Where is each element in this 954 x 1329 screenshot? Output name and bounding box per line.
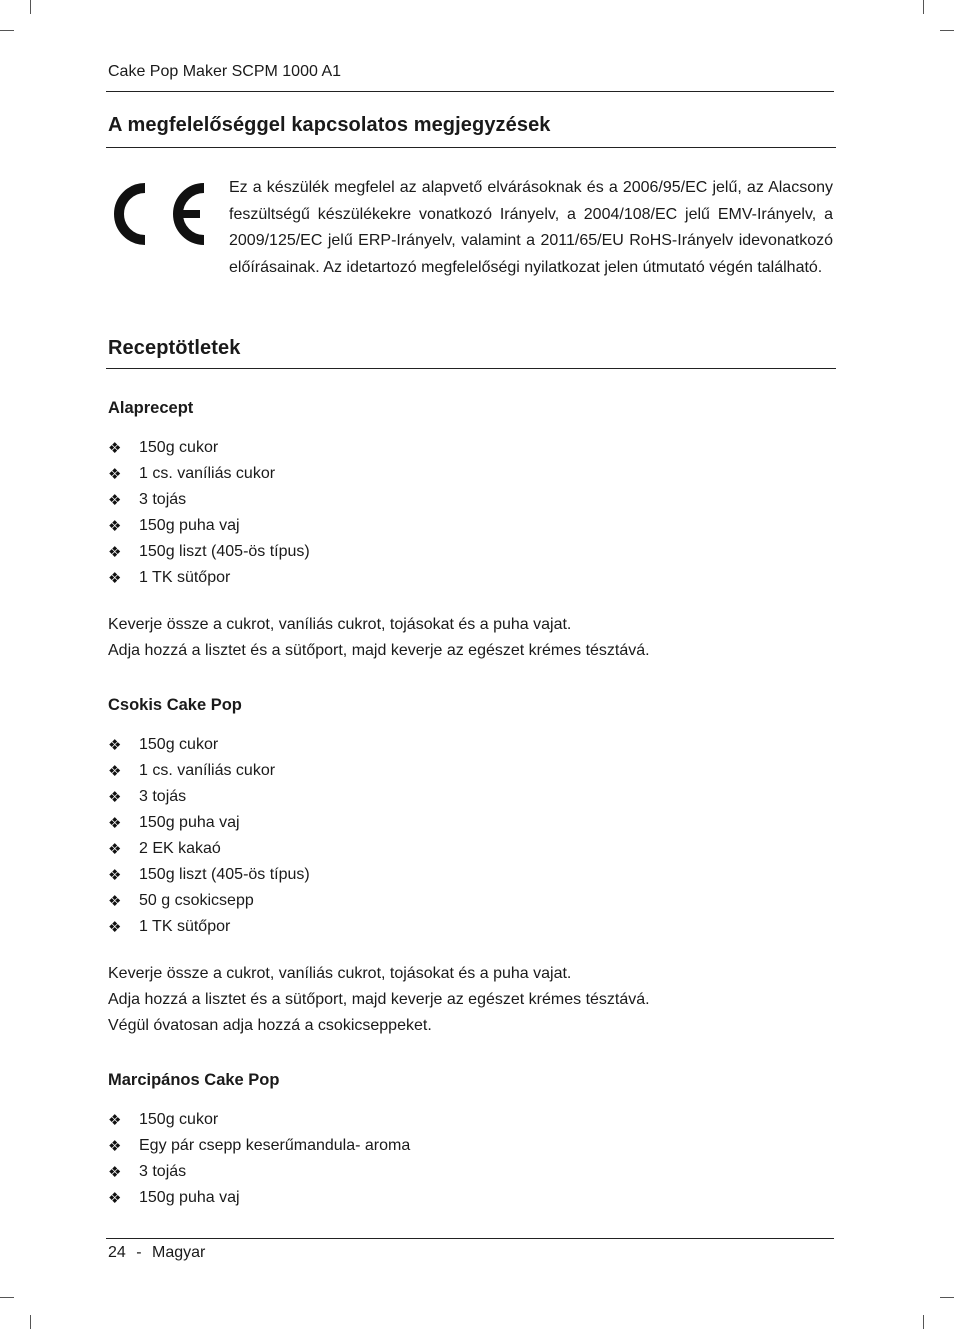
bullet-icon: ❖ — [108, 1163, 122, 1181]
instruction-line: Keverje össze a cukrot, vaníliás cukrot, tojásokat és a puha vajat. — [108, 616, 572, 633]
bullet-icon: ❖ — [108, 736, 122, 754]
section-rule — [106, 368, 836, 369]
page-number: 24 — [108, 1244, 126, 1261]
ingredient-text: 3 tojás — [139, 491, 187, 508]
recipe-title: Alaprecept — [108, 399, 194, 417]
ingredient-list — [108, 1107, 410, 1211]
ingredient-item — [108, 513, 310, 539]
crop-mark — [923, 1315, 924, 1329]
crop-mark — [30, 0, 31, 14]
ingredient-item — [108, 487, 310, 513]
ingredient-list — [108, 435, 310, 591]
bullet-icon: ❖ — [108, 814, 122, 832]
crop-mark — [0, 30, 14, 31]
bullet-icon: ❖ — [108, 569, 122, 587]
ingredient-text: 2 EK kakaó — [139, 840, 221, 857]
ingredient-item — [108, 784, 310, 810]
bullet-icon: ❖ — [108, 1189, 122, 1207]
ingredient-text: 150g cukor — [139, 439, 219, 456]
recipe-title: Csokis Cake Pop — [108, 696, 242, 714]
conformity-heading: A megfelelőséggel kapcsolatos megjegyzések — [108, 114, 551, 136]
ingredient-item — [108, 1185, 410, 1211]
ingredient-item — [108, 1159, 410, 1185]
ingredient-item — [108, 810, 310, 836]
ingredient-text: 150g liszt (405-ös típus) — [139, 543, 310, 560]
recipe-instructions — [108, 961, 650, 1039]
ingredient-item — [108, 758, 310, 784]
page-language: Magyar — [152, 1244, 206, 1261]
bullet-icon: ❖ — [108, 866, 122, 884]
ingredient-text: 150g cukor — [139, 736, 219, 753]
ingredient-text: 150g puha vaj — [139, 814, 240, 831]
ingredient-item — [108, 836, 310, 862]
crop-mark — [923, 0, 924, 14]
ingredient-item — [108, 435, 310, 461]
ingredient-text: Egy pár csepp keserűmandula- aroma — [139, 1137, 411, 1154]
ingredient-text: 1 TK sütőpor — [139, 918, 231, 935]
recipes-heading: Receptötletek — [108, 337, 241, 359]
bullet-icon: ❖ — [108, 788, 122, 806]
ingredient-item — [108, 862, 310, 888]
section-rule — [106, 147, 836, 148]
ingredient-item — [108, 1107, 410, 1133]
recipe-instructions — [108, 612, 650, 664]
conformity-text: Ez a készülék megfelel az alapvető elvárásoknak és a 2006/95/EC jelű, az Alacsony feszültségű készülékekre vonatkozó Irányelv, a 2004/108/EC jelű EMV-Irányelv, a 2009/125/EC jelű ERP-Irányelv, valamint a 2011/65/EU RoHS-Irányelv idevonatkozó előírásainak. Az idetartozó megfelelőségi nyilatkozat jelen útmutató végén található. — [229, 179, 833, 276]
ingredient-item — [108, 914, 310, 940]
bullet-icon: ❖ — [108, 517, 122, 535]
page-header-title: Cake Pop Maker SCPM 1000 A1 — [108, 63, 342, 80]
bullet-icon: ❖ — [108, 543, 122, 561]
ingredient-text: 150g liszt (405-ös típus) — [139, 866, 310, 883]
ingredient-item — [108, 539, 310, 565]
ingredient-item — [108, 732, 310, 758]
bullet-icon: ❖ — [108, 1111, 122, 1129]
ingredient-text: 150g puha vaj — [139, 517, 240, 534]
ingredient-text: 50 g csokicsepp — [139, 892, 254, 909]
ingredient-text: 150g puha vaj — [139, 1189, 240, 1206]
crop-mark — [940, 30, 954, 31]
bullet-icon: ❖ — [108, 439, 122, 457]
ingredient-item — [108, 565, 310, 591]
bullet-icon: ❖ — [108, 762, 122, 780]
ingredient-item — [108, 888, 310, 914]
page-footer — [108, 1244, 205, 1262]
bullet-icon: ❖ — [108, 892, 122, 910]
instruction-line: Adja hozzá a lisztet és a sütőport, majd keverje az egészet krémes tésztává. — [108, 991, 650, 1008]
bullet-icon: ❖ — [108, 465, 122, 483]
ingredient-text: 3 tojás — [139, 788, 187, 805]
ingredient-text: 1 TK sütőpor — [139, 569, 231, 586]
header-rule — [106, 91, 834, 92]
ingredient-text: 1 cs. vaníliás cukor — [139, 762, 276, 779]
bullet-icon: ❖ — [108, 1137, 122, 1155]
ingredient-text: 150g cukor — [139, 1111, 219, 1128]
instruction-line: Végül óvatosan adja hozzá a csokicseppeket. — [108, 1017, 432, 1034]
ingredient-item — [108, 461, 310, 487]
ingredient-text: 3 tojás — [139, 1163, 187, 1180]
ce-mark-logo — [108, 178, 208, 250]
crop-mark — [940, 1297, 954, 1298]
bullet-icon: ❖ — [108, 918, 122, 936]
ingredient-item — [108, 1133, 410, 1159]
bullet-icon: ❖ — [108, 491, 122, 509]
instruction-line: Keverje össze a cukrot, vaníliás cukrot, tojásokat és a puha vajat. — [108, 965, 572, 982]
ingredient-text: 1 cs. vaníliás cukor — [139, 465, 276, 482]
recipe-title: Marcipános Cake Pop — [108, 1071, 280, 1089]
bullet-icon: ❖ — [108, 840, 122, 858]
crop-mark — [30, 1315, 31, 1329]
footer-separator: - — [136, 1244, 142, 1261]
footer-rule — [106, 1238, 834, 1239]
crop-mark — [0, 1297, 14, 1298]
instruction-line: Adja hozzá a lisztet és a sütőport, majd keverje az egészet krémes tésztává. — [108, 642, 650, 659]
ingredient-list — [108, 732, 310, 940]
